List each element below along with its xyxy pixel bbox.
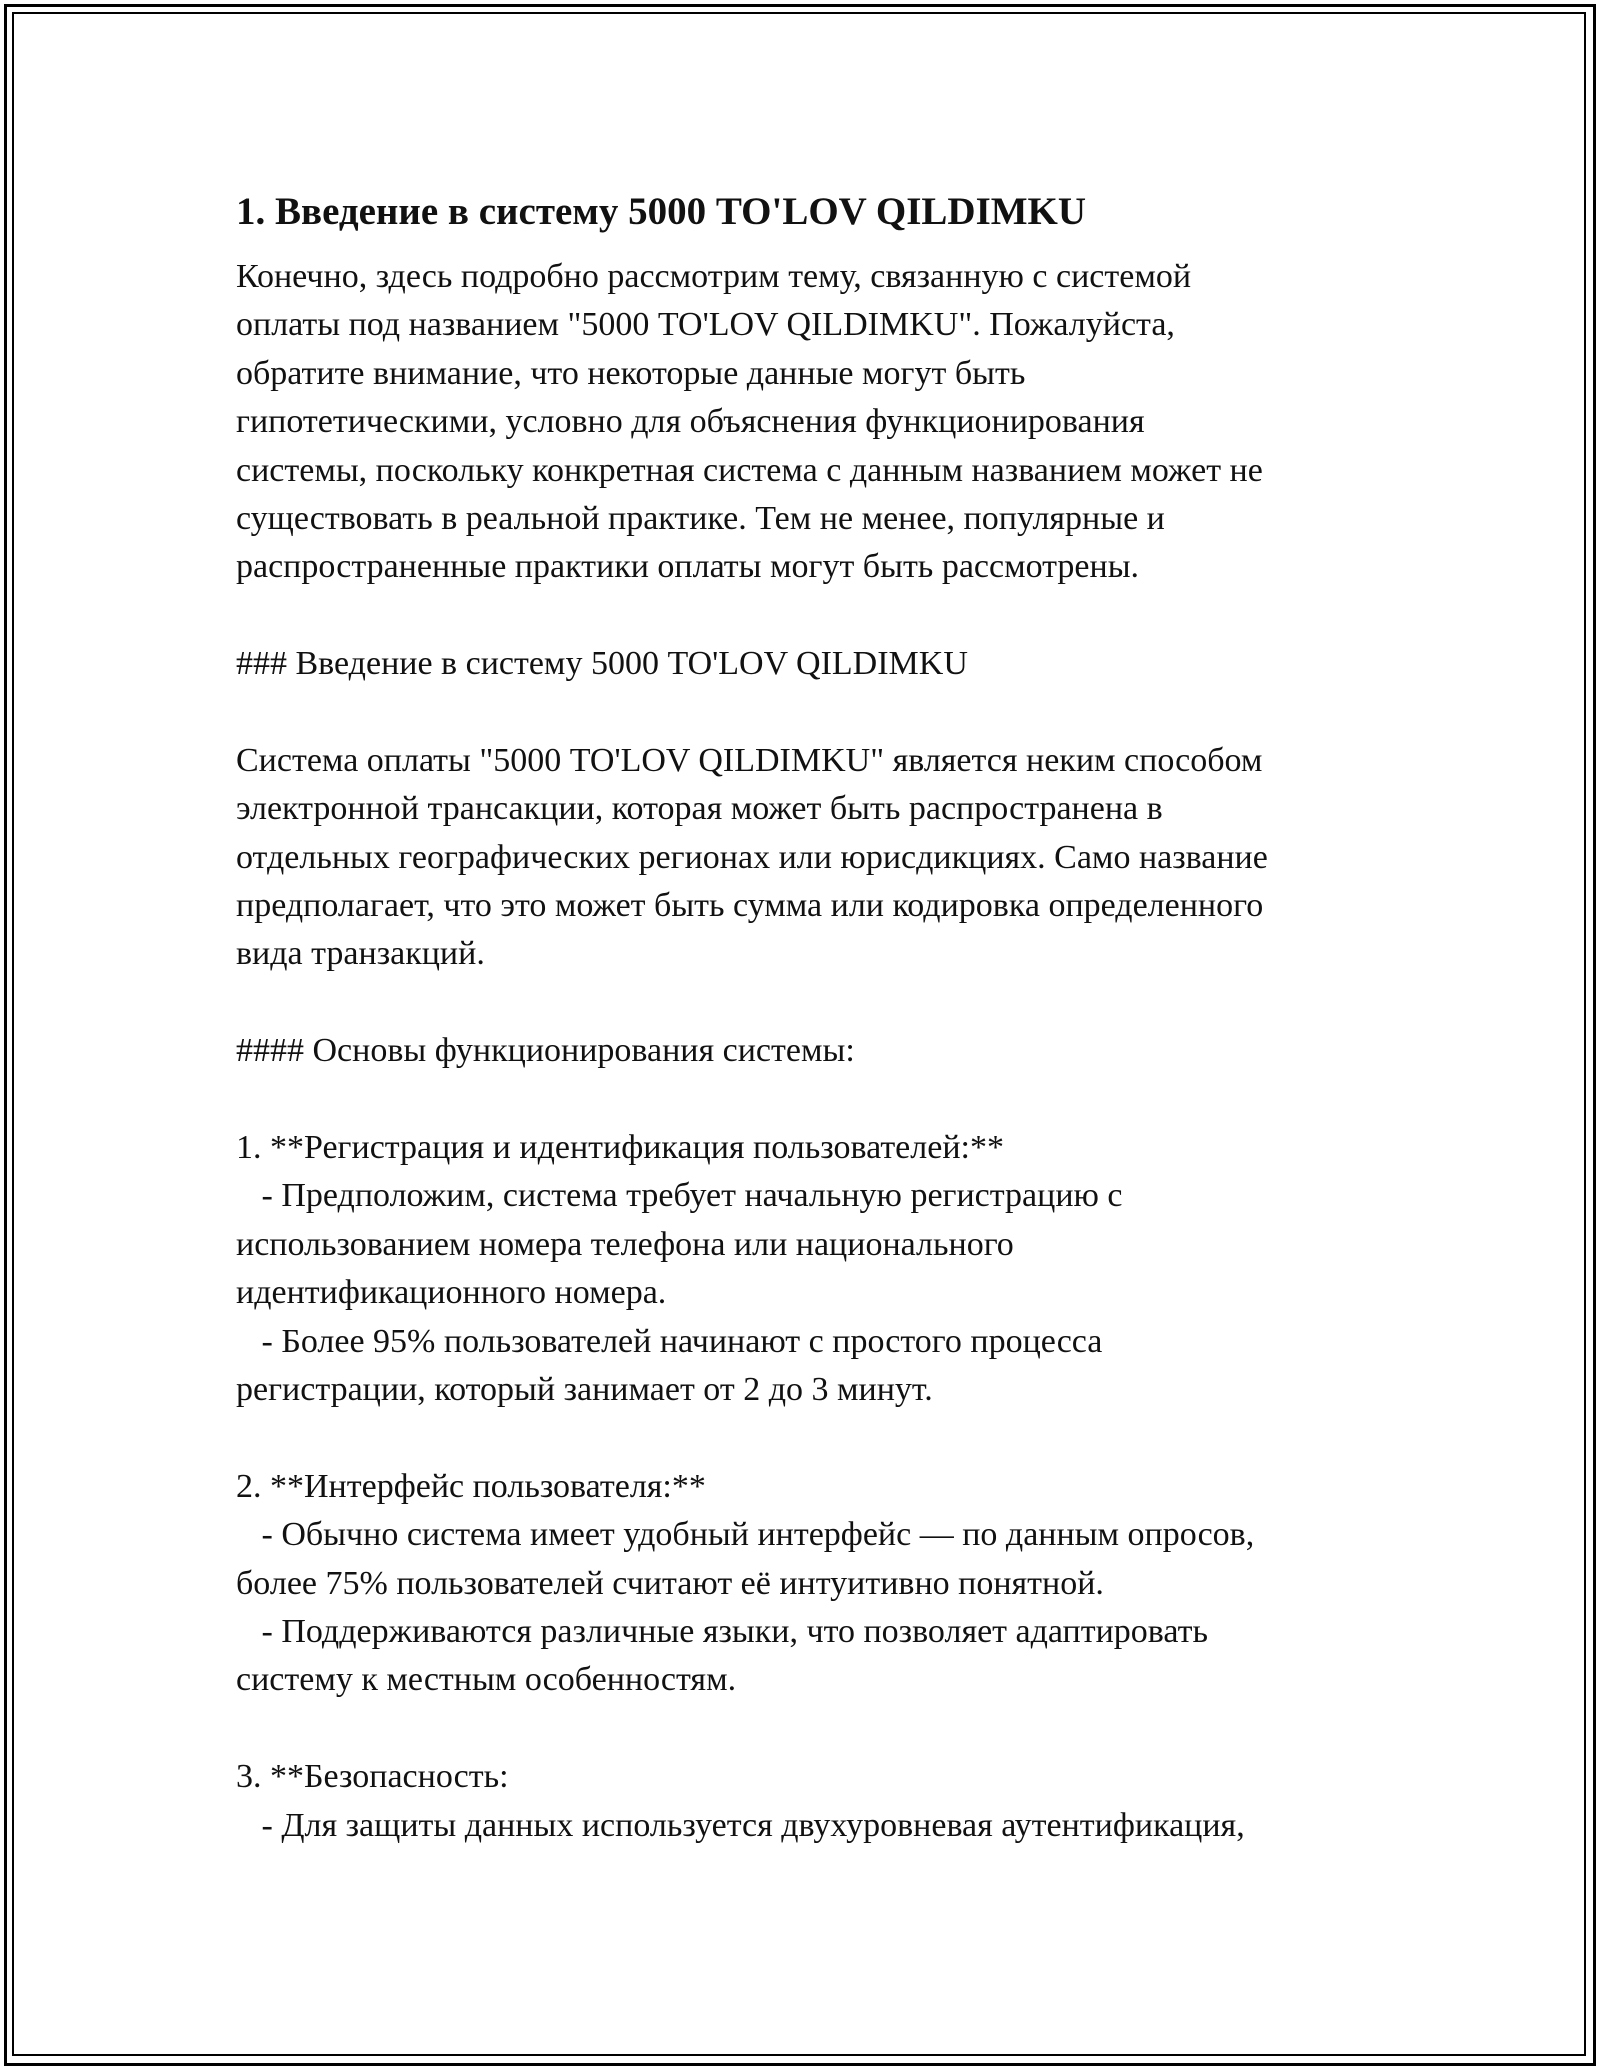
text-line: более 75% пользователей считают её интуитивно понятной. [236,1564,1104,1602]
text-line: 1. **Регистрация и идентификация пользователей:** [236,1129,1004,1167]
text-line: распространенные практики оплаты могут быть рассмотрены. [236,548,1140,586]
document-body [236,186,1376,1850]
text-line: #### Основы функционирования системы: [236,1032,855,1070]
text-line: отдельных географических регионах или юрисдикциях. Само название [236,838,1268,876]
text-line: предполагает, что это может быть сумма или кодировка определенного [236,887,1264,925]
text-line: оплаты под названием "5000 TO'LOV QILDIMKU". Пожалуйста, [236,306,1175,344]
text-line: - Предположим, система требует начальную регистрацию с [236,1177,1123,1215]
text-line: существовать в реальной практике. Тем не менее, популярные и [236,499,1165,537]
text-line: электронной трансакции, которая может быть распространена в [236,790,1163,828]
text-line: - Для защиты данных используется двухуровневая аутентификация, [236,1806,1245,1844]
text-line: регистрации, который занимает от 2 до 3 минут. [236,1370,933,1408]
text-line: ### Введение в систему 5000 TO'LOV QILDIMKU [236,645,968,683]
document-text [236,253,1376,1850]
document-title: 1. Введение в систему 5000 TO'LOV QILDIMKU [236,190,1087,233]
text-line: систему к местным особенностям. [236,1661,737,1699]
blank-line [236,979,1376,1027]
blank-line [236,1076,1376,1124]
text-line: Система оплаты "5000 TO'LOV QILDIMKU" является неким способом [236,741,1263,779]
text-line: вида транзакций. [236,935,485,973]
blank-line [236,1705,1376,1753]
text-line: гипотетическими, условно для объяснения функционирования [236,403,1145,441]
text-line: 3. **Безопасность: [236,1758,509,1796]
blank-line [236,592,1376,640]
text-line: системы, поскольку конкретная система с данным названием может не [236,451,1263,489]
text-line: - Обычно система имеет удобный интерфейс — по данным опросов, [236,1516,1255,1554]
text-line: - Поддерживаются различные языки, что позволяет адаптировать [236,1612,1208,1650]
text-line: идентификационного номера. [236,1274,667,1312]
text-line: - Более 95% пользователей начинают с простого процесса [236,1322,1103,1360]
blank-line [236,1414,1376,1462]
text-line: Конечно, здесь подробно рассмотрим тему, связанную с системой [236,258,1192,295]
blank-line [236,689,1376,737]
text-line: обратите внимание, что некоторые данные могут быть [236,354,1026,392]
text-line: использованием номера телефона или национального [236,1225,1014,1263]
text-line: 2. **Интерфейс пользователя:** [236,1467,706,1505]
